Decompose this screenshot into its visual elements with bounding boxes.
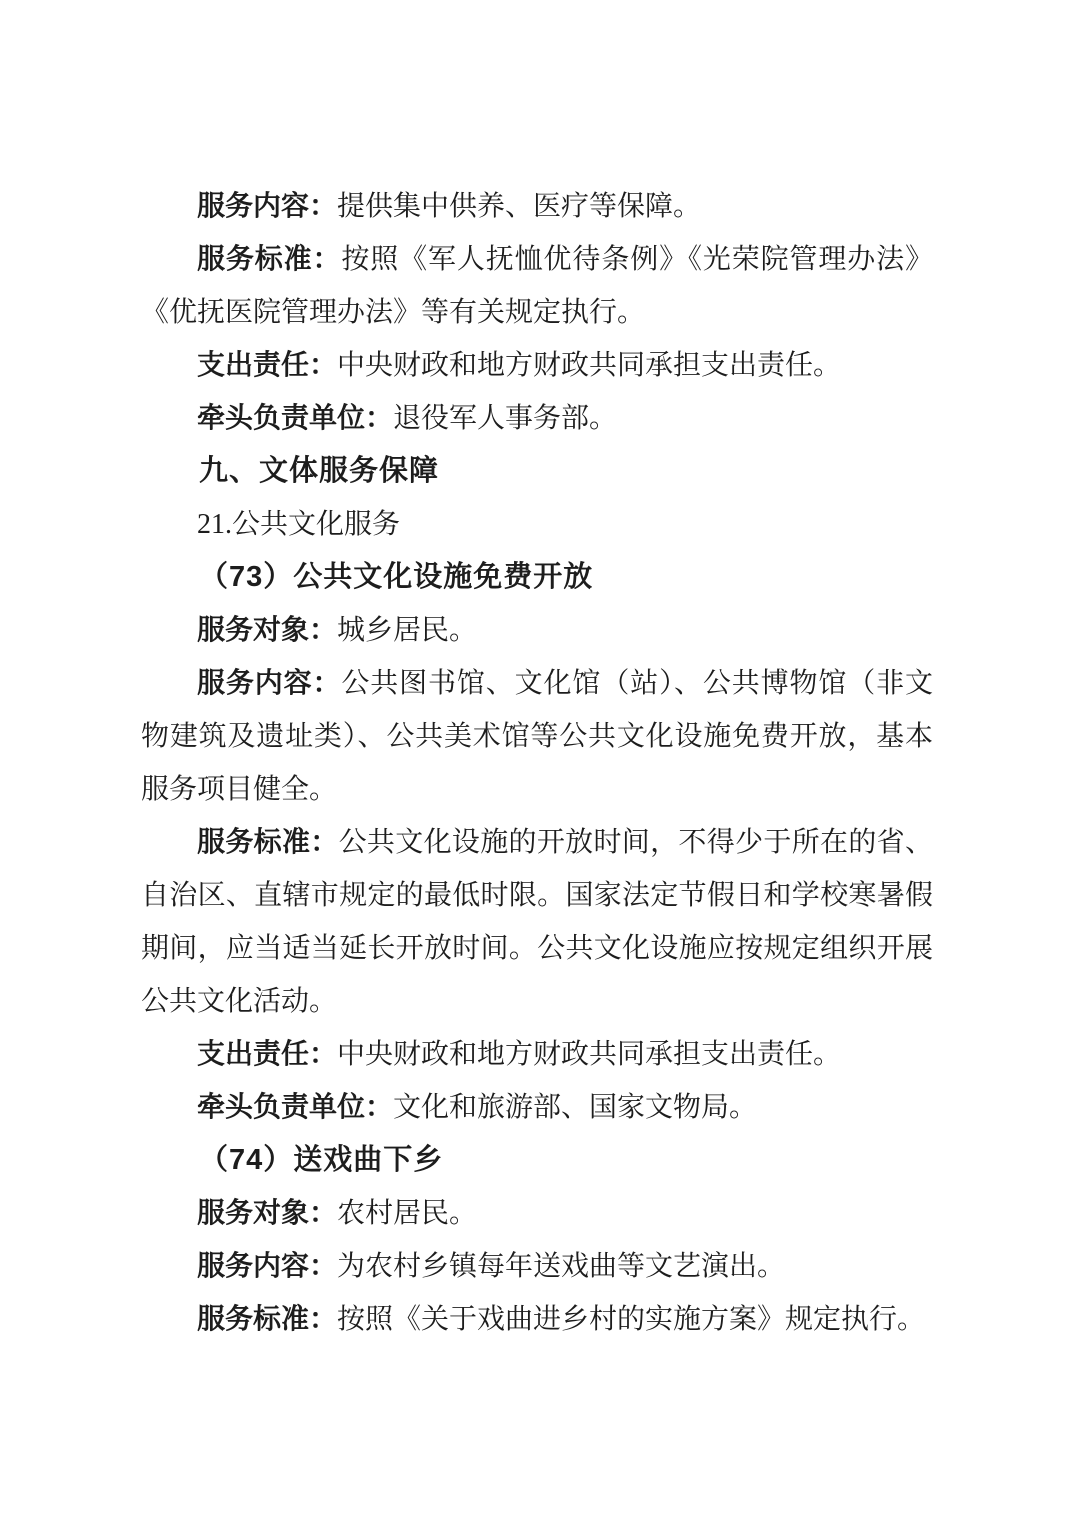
- item-heading-74: （74）送戏曲下乡: [199, 1144, 444, 1176]
- paragraph-text: 城乡居民。: [337, 615, 478, 646]
- paragraph-service-standard: [141, 1293, 933, 1346]
- paragraph-label: 服务标准：: [197, 827, 339, 858]
- paragraph-service-standard: [141, 816, 933, 1028]
- paragraph-label: 服务标准：: [197, 244, 342, 275]
- paragraph-lead-unit: [141, 392, 933, 445]
- paragraph-service-target: [141, 1187, 933, 1240]
- paragraph-service-standard: [141, 233, 933, 339]
- paragraph-text: 公共图书馆、文化馆（站）、公共博物馆（非文物建筑及遗址类）、公共美术馆等公共文化设施免费开放，基本服务项目健全。: [141, 668, 933, 805]
- paragraph-text: 中央财政和地方财政共同承担支出责任。: [337, 350, 842, 381]
- paragraph-label: 服务对象：: [197, 1198, 338, 1229]
- paragraph-text: 按照《关于戏曲进乡村的实施方案》规定执行。: [337, 1304, 926, 1335]
- paragraph-label: 牵头负责单位：: [197, 403, 394, 434]
- paragraph-label: 支出责任：: [197, 1039, 338, 1070]
- paragraph-service-content: [141, 657, 933, 816]
- paragraph-text: 退役军人事务部。: [393, 403, 618, 434]
- paragraph-label: 服务对象：: [197, 615, 338, 646]
- paragraph-label: 服务内容：: [197, 668, 342, 699]
- paragraph-label: 服务标准：: [197, 1304, 338, 1335]
- item-heading-73: （73）公共文化设施免费开放: [199, 561, 594, 593]
- paragraph-text: 农村居民。: [337, 1198, 478, 1229]
- paragraph-service-content: [141, 1240, 933, 1293]
- paragraph-service-content: [141, 180, 933, 233]
- sub-heading-21: 21.公共文化服务: [197, 509, 401, 540]
- paragraph-text: 为农村乡镇每年送戏曲等文艺演出。: [337, 1251, 786, 1282]
- paragraph-text: 公共文化设施的开放时间，不得少于所在的省、自治区、直辖市规定的最低时限。国家法定节假日和学校寒暑假期间，应当适当延长开放时间。公共文化设施应按规定组织开展公共文化活动。: [141, 827, 933, 1017]
- paragraph-label: 服务内容：: [197, 1251, 338, 1282]
- paragraph-expenditure-responsibility: [141, 1028, 933, 1081]
- paragraph-service-target: [141, 604, 933, 657]
- document-content: [141, 180, 933, 1346]
- paragraph-label: 支出责任：: [197, 350, 338, 381]
- paragraph-expenditure-responsibility: [141, 339, 933, 392]
- paragraph-label: 服务内容：: [197, 191, 338, 222]
- paragraph-lead-unit: [141, 1081, 933, 1134]
- paragraph-label: 牵头负责单位：: [197, 1092, 394, 1123]
- paragraph-text: 按照《军人抚恤优待条例》《光荣院管理办法》《优抚医院管理办法》等有关规定执行。: [141, 244, 933, 328]
- section-heading-9: 九、文体服务保障: [199, 455, 440, 487]
- paragraph-text: 中央财政和地方财政共同承担支出责任。: [337, 1039, 842, 1070]
- paragraph-text: 提供集中供养、医疗等保障。: [337, 191, 702, 222]
- paragraph-text: 文化和旅游部、国家文物局。: [393, 1092, 758, 1123]
